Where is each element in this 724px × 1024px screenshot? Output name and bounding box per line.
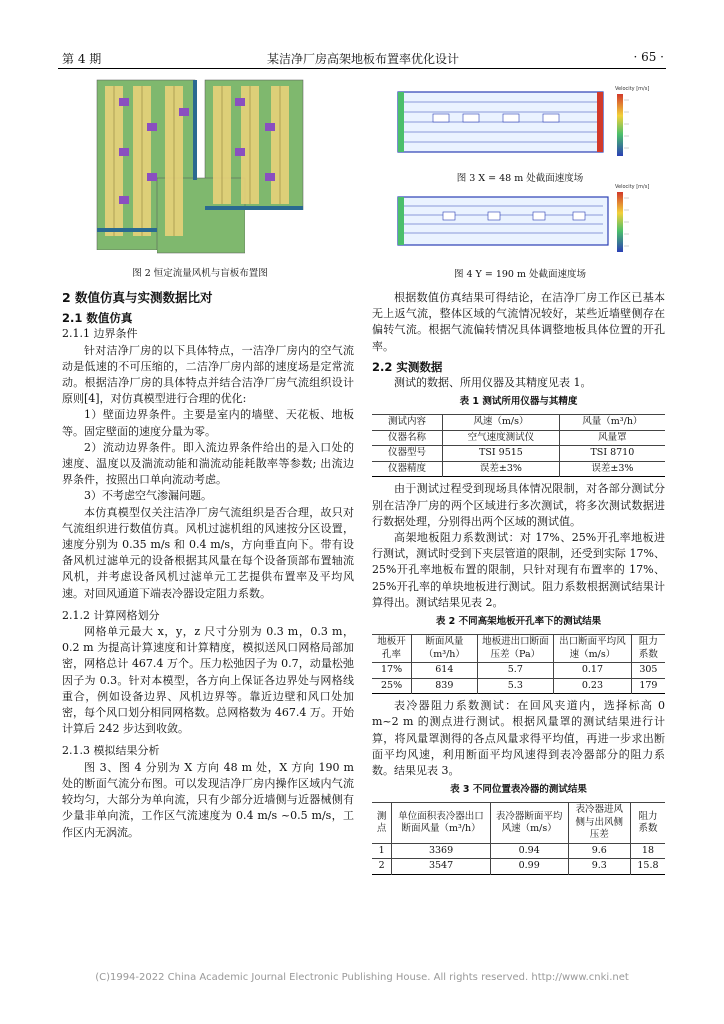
paragraph: 测试的数据、所用仪器及其精度见表 1。 — [394, 376, 592, 390]
page-number: · 65 · — [633, 50, 664, 64]
table-cell: 5.7 — [477, 663, 554, 679]
table-cell: 测试内容 — [372, 415, 443, 431]
section-2-1-2-heading: 2.1.2 计算网格划分 — [62, 608, 160, 622]
footer-copyright: (C)1994-2022 China Academic Journal Electronic Publishing House. All rights reserved. http://www.cnki.net — [95, 972, 629, 983]
table-cell: TSI 8710 — [559, 446, 665, 462]
left-column — [62, 290, 354, 841]
table2-caption: 表 2 不同高架地板开孔率下的测试结果 — [435, 616, 602, 628]
table-cell: 839 — [412, 678, 477, 694]
table-row — [372, 678, 665, 694]
table-header-cell: 地板开孔率 — [372, 635, 412, 663]
paragraph: 根据数值仿真结果可得结论，在洁净厂房工作区已基本无上返气流，整体区域的气流情况较好，某些近墙壁侧存在偏转气流。根据气流偏转情况具体调整地板具体位置的开孔率。 — [372, 291, 665, 353]
table3 — [372, 802, 665, 875]
table-cell: 3547 — [392, 859, 490, 875]
section-2-1-1-heading: 2.1.1 边界条件 — [62, 327, 138, 341]
paragraph: 3）不考虑空气渗漏问题。 — [84, 489, 212, 503]
table-cell: 1 — [372, 843, 392, 859]
paragraph: 由于测试过程受到现场具体情况限制，对各部分测试分别在洁净厂房的两个区域进行多次测试，将多次测试数据进行数据处理，分别得出两个区域的测试值。 — [372, 482, 665, 528]
table-cell: 9.3 — [568, 859, 630, 875]
paragraph: 网格单元最大 x，y，z 尺寸分别为 0.3 m，0.3 m，0.2 m 为提高计算速度和计算精度，模拟送风口网格局部加密，网格总计 467.4 万个。压力松弛因子为 0.7，动量松弛因子为 0.3。针对本模型，各方向上保证各边界处与网格线重合，例如设备边界、风机边界等。靠近边壁和风口处加密，每个风口划分相同网格数。总网格数为 467.4 万。开始计算后 242 步达到收敛。 — [62, 625, 354, 736]
table-header-cell: 出口断面平均风速（m/s） — [554, 635, 632, 663]
paragraph: 图 3、图 4 分别为 X 方向 48 m 处，X 方向 190 m 处的断面气流分布图。可以发现洁净厂房内操作区域内气流较均匀，大部分为单向流，只有少部分近墙侧与近器械侧有少量非单向流，工作区气流速度为 0.4 m/s ~0.5 m/s，工作区内无涡流。 — [62, 760, 354, 839]
table-cell: 3369 — [392, 843, 490, 859]
table-header-cell: 断面风量（m³/h） — [412, 635, 477, 663]
paragraph: 本仿真模型仅关注洁净厂房气流组织是否合理，故只对气流组织进行数值仿真。风机过滤机组的风速按分区设置，速度分别为 0.35 m/s 和 0.4 m/s，方向垂直向下。带有设备风机过滤单元的设备根据其风量在每个设备顶部布置轴流风机，并考虑设备风机过滤单元工艺提供布置率及平均风速。对回风通道下端表冷器设定阻力系数。 — [62, 505, 354, 600]
table-cell: 0.99 — [490, 859, 568, 875]
table-header-cell: 阻力系数 — [630, 803, 665, 844]
table-header-row — [372, 803, 665, 844]
table-cell: 179 — [631, 678, 665, 694]
table3-caption: 表 3 不同位置表冷器的测试结果 — [450, 784, 587, 796]
table-row — [372, 430, 665, 446]
fig3-caption: 图 3 X = 48 m 处截面速度场 — [456, 173, 584, 184]
header-rule — [58, 68, 666, 69]
table-header-cell: 阻力系数 — [631, 635, 665, 663]
table-cell: 误差±3% — [559, 461, 665, 477]
paragraph: 1）壁面边界条件。主要是室内的墙壁、天花板、地板等。固定壁面的速度分量为零。 — [62, 408, 354, 438]
issue-number: 第 4 期 — [62, 52, 102, 66]
table-cell: TSI 9515 — [443, 446, 560, 462]
fig4-velocity-field — [393, 182, 663, 260]
fig3-legend-label: Velocity [m/s] — [615, 86, 650, 92]
fig2-caption: 图 2 恒定流量风机与盲板布置图 — [132, 268, 268, 279]
table-header-cell: 表冷器断面平均风速（m/s） — [490, 803, 568, 844]
section-2-1-3-heading: 2.1.3 模拟结果分析 — [62, 744, 160, 758]
table-header-row — [372, 635, 665, 663]
fig4-caption: 图 4 Y = 190 m 处截面速度场 — [453, 269, 587, 280]
section-2-1-heading: 2.1 数值仿真 — [62, 311, 133, 326]
table-cell: 0.23 — [554, 678, 632, 694]
table-cell: 误差±3% — [443, 461, 560, 477]
table-header-cell: 单位面积表冷器出口断面风量（m³/h） — [392, 803, 490, 844]
table-row — [372, 859, 665, 875]
table-header-cell: 地板进出口断面压差（Pa） — [477, 635, 554, 663]
table-cell: 风速（m/s） — [443, 415, 560, 431]
fig2-layout-plan — [95, 78, 305, 258]
table-header-cell: 测点 — [372, 803, 392, 844]
table-cell: 仪器型号 — [372, 446, 443, 462]
table-row — [372, 663, 665, 679]
table-cell: 空气速度测试仪 — [443, 430, 560, 446]
right-column — [372, 290, 665, 875]
journal-article-title: 某洁净厂房高架地板布置率优化设计 — [266, 52, 459, 66]
table-cell: 风量罩 — [559, 430, 665, 446]
section-2-heading: 2 数值仿真与实测数据比对 — [62, 290, 213, 305]
table-cell: 18 — [630, 843, 665, 859]
table-cell: 风量（m³/h） — [559, 415, 665, 431]
table-cell: 仪器名称 — [372, 430, 443, 446]
paragraph: 2）流动边界条件。即入流边界条件给出的是入口处的速度、温度以及湍流动能和湍流动能耗散率等参数; 出流边界条件，按照出口单向流动考虑。 — [62, 440, 354, 487]
section-2-2-heading: 2.2 实测数据 — [372, 359, 443, 374]
fig4-legend-label: Velocity [m/s] — [615, 184, 650, 190]
paragraph: 表冷器阻力系数测试：在回风夹道内，选择标高 0 m~2 m 的测点进行测试。根据风量罩的测试结果进行计算，将风量罩测得的各点风量求得平均值，再进一步求出断面平均风速，利用断面平均风速得到表冷器部分的阻力系数。结果见表 3。 — [372, 699, 665, 778]
table-cell: 仪器精度 — [372, 461, 443, 477]
table-cell: 614 — [412, 663, 477, 679]
paragraph: 针对洁净厂房的以下具体特点，一洁净厂房内的空气流动是低速的不可压缩的，二洁净厂房内部的速度场是定常流动。根据洁净厂房的具体特点并结合洁净厂房气流组织设计原则[4]，对仿真模型进行合理的优化: — [62, 343, 354, 406]
table-cell: 25% — [372, 678, 412, 694]
table-cell: 0.17 — [554, 663, 632, 679]
table-cell: 305 — [631, 663, 665, 679]
table-cell: 2 — [372, 859, 392, 875]
table-row — [372, 461, 665, 477]
table-cell: 17% — [372, 663, 412, 679]
fig3-velocity-field — [393, 82, 663, 162]
table2 — [372, 634, 665, 694]
table1-caption: 表 1 测试所用仪器与其精度 — [459, 396, 578, 408]
table-cell: 0.94 — [490, 843, 568, 859]
table-header-cell: 表冷器进风侧与出风侧压差 — [568, 803, 630, 844]
paragraph: 高架地板阻力系数测试：对 17%、25%开孔率地板进行测试，测试时受到下夹层管道的限制，还受到实际 17%、25%开孔率地板布置的限制，只针对现有布置率的 17%、25%开孔率的单块地板进行测试。阻力系数根据测试结果计算得出。测试结果见表 2。 — [372, 531, 665, 609]
table-row — [372, 415, 665, 431]
table-cell: 15.8 — [630, 859, 665, 875]
table-cell: 9.6 — [568, 843, 630, 859]
running-header — [62, 50, 664, 68]
table1 — [372, 414, 665, 477]
table-cell: 5.3 — [477, 678, 554, 694]
table-row — [372, 446, 665, 462]
table-row — [372, 843, 665, 859]
